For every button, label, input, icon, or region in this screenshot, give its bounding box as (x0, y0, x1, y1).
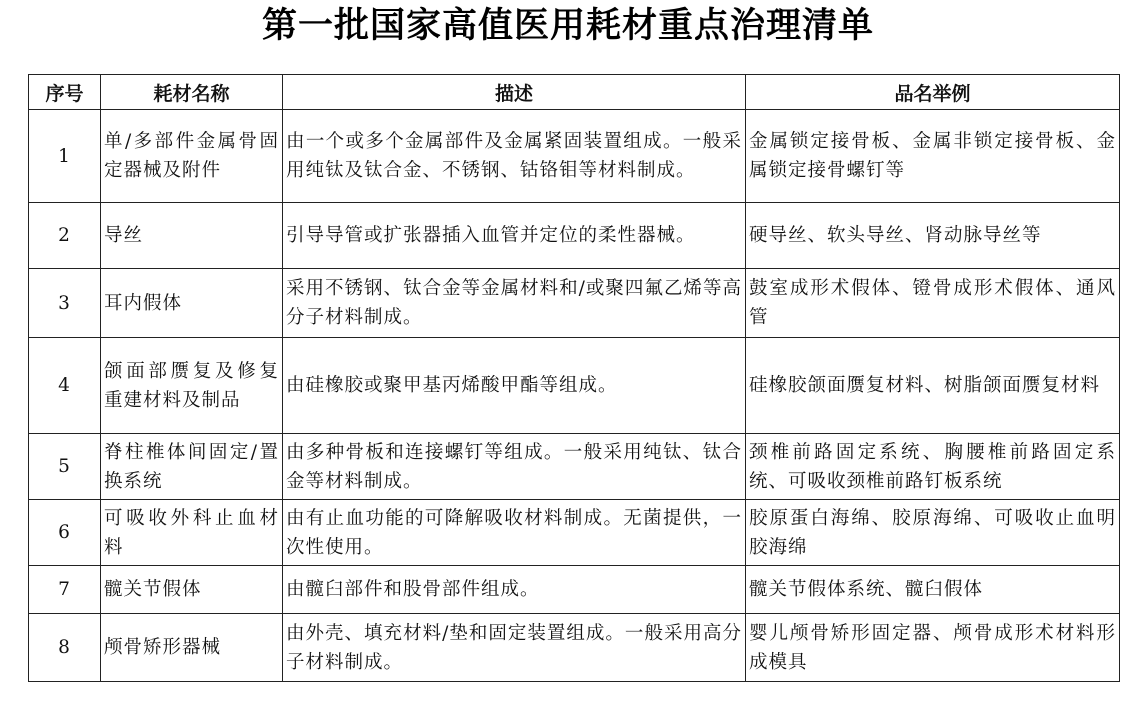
row-name: 颅骨矫形器械 (101, 614, 283, 682)
row-description: 由有止血功能的可降解吸收材料制成。无菌提供，一次性使用。 (283, 500, 746, 566)
table-row (29, 269, 1120, 338)
row-examples: 鼓室成形术假体、镫骨成形术假体、通风管 (746, 269, 1120, 338)
table-row (29, 203, 1120, 269)
table-row (29, 110, 1120, 203)
row-description: 采用不锈钢、钛合金等金属材料和/或聚四氟乙烯等高分子材料制成。 (283, 269, 746, 338)
row-name: 单/多部件金属骨固定器械及附件 (101, 110, 283, 203)
row-examples: 婴儿颅骨矫形固定器、颅骨成形术材料形成模具 (746, 614, 1120, 682)
row-number: 2 (29, 203, 101, 269)
row-description: 由多种骨板和连接螺钉等组成。一般采用纯钛、钛合金等材料制成。 (283, 434, 746, 500)
row-name: 颌面部赝复及修复重建材料及制品 (101, 338, 283, 434)
row-examples: 金属锁定接骨板、金属非锁定接骨板、金属锁定接骨螺钉等 (746, 110, 1120, 203)
row-examples: 硬导丝、软头导丝、肾动脉导丝等 (746, 203, 1120, 269)
table-row (29, 338, 1120, 434)
row-examples: 颈椎前路固定系统、胸腰椎前路固定系统、可吸收颈椎前路钉板系统 (746, 434, 1120, 500)
row-description: 由硅橡胶或聚甲基丙烯酸甲酯等组成。 (283, 338, 746, 434)
row-examples: 硅橡胶颌面赝复材料、树脂颌面赝复材料 (746, 338, 1120, 434)
table-row (29, 566, 1120, 614)
row-name: 脊柱椎体间固定/置换系统 (101, 434, 283, 500)
row-number: 4 (29, 338, 101, 434)
row-name: 髋关节假体 (101, 566, 283, 614)
header-description: 描述 (283, 75, 746, 110)
table-header-row (29, 75, 1120, 110)
row-examples: 髋关节假体系统、髋臼假体 (746, 566, 1120, 614)
header-examples: 品名举例 (746, 75, 1120, 110)
row-number: 3 (29, 269, 101, 338)
header-number: 序号 (29, 75, 101, 110)
row-number: 7 (29, 566, 101, 614)
row-examples: 胶原蛋白海绵、胶原海绵、可吸收止血明胶海绵 (746, 500, 1120, 566)
row-name: 耳内假体 (101, 269, 283, 338)
table-row (29, 614, 1120, 682)
row-description: 引导导管或扩张器插入血管并定位的柔性器械。 (283, 203, 746, 269)
row-number: 6 (29, 500, 101, 566)
row-description: 由外壳、填充材料/垫和固定装置组成。一般采用高分子材料制成。 (283, 614, 746, 682)
row-description: 由一个或多个金属部件及金属紧固装置组成。一般采用纯钛及钛合金、不锈钢、钴铬钼等材料制成。 (283, 110, 746, 203)
table-row (29, 434, 1120, 500)
row-number: 8 (29, 614, 101, 682)
row-name: 导丝 (101, 203, 283, 269)
row-description: 由髋臼部件和股骨部件组成。 (283, 566, 746, 614)
header-name: 耗材名称 (101, 75, 283, 110)
row-name: 可吸收外科止血材料 (101, 500, 283, 566)
document-title: 第一批国家高值医用耗材重点治理清单 (261, 6, 874, 46)
row-number: 1 (29, 110, 101, 203)
table-row (29, 500, 1120, 566)
consumables-table (28, 74, 1120, 682)
row-number: 5 (29, 434, 101, 500)
